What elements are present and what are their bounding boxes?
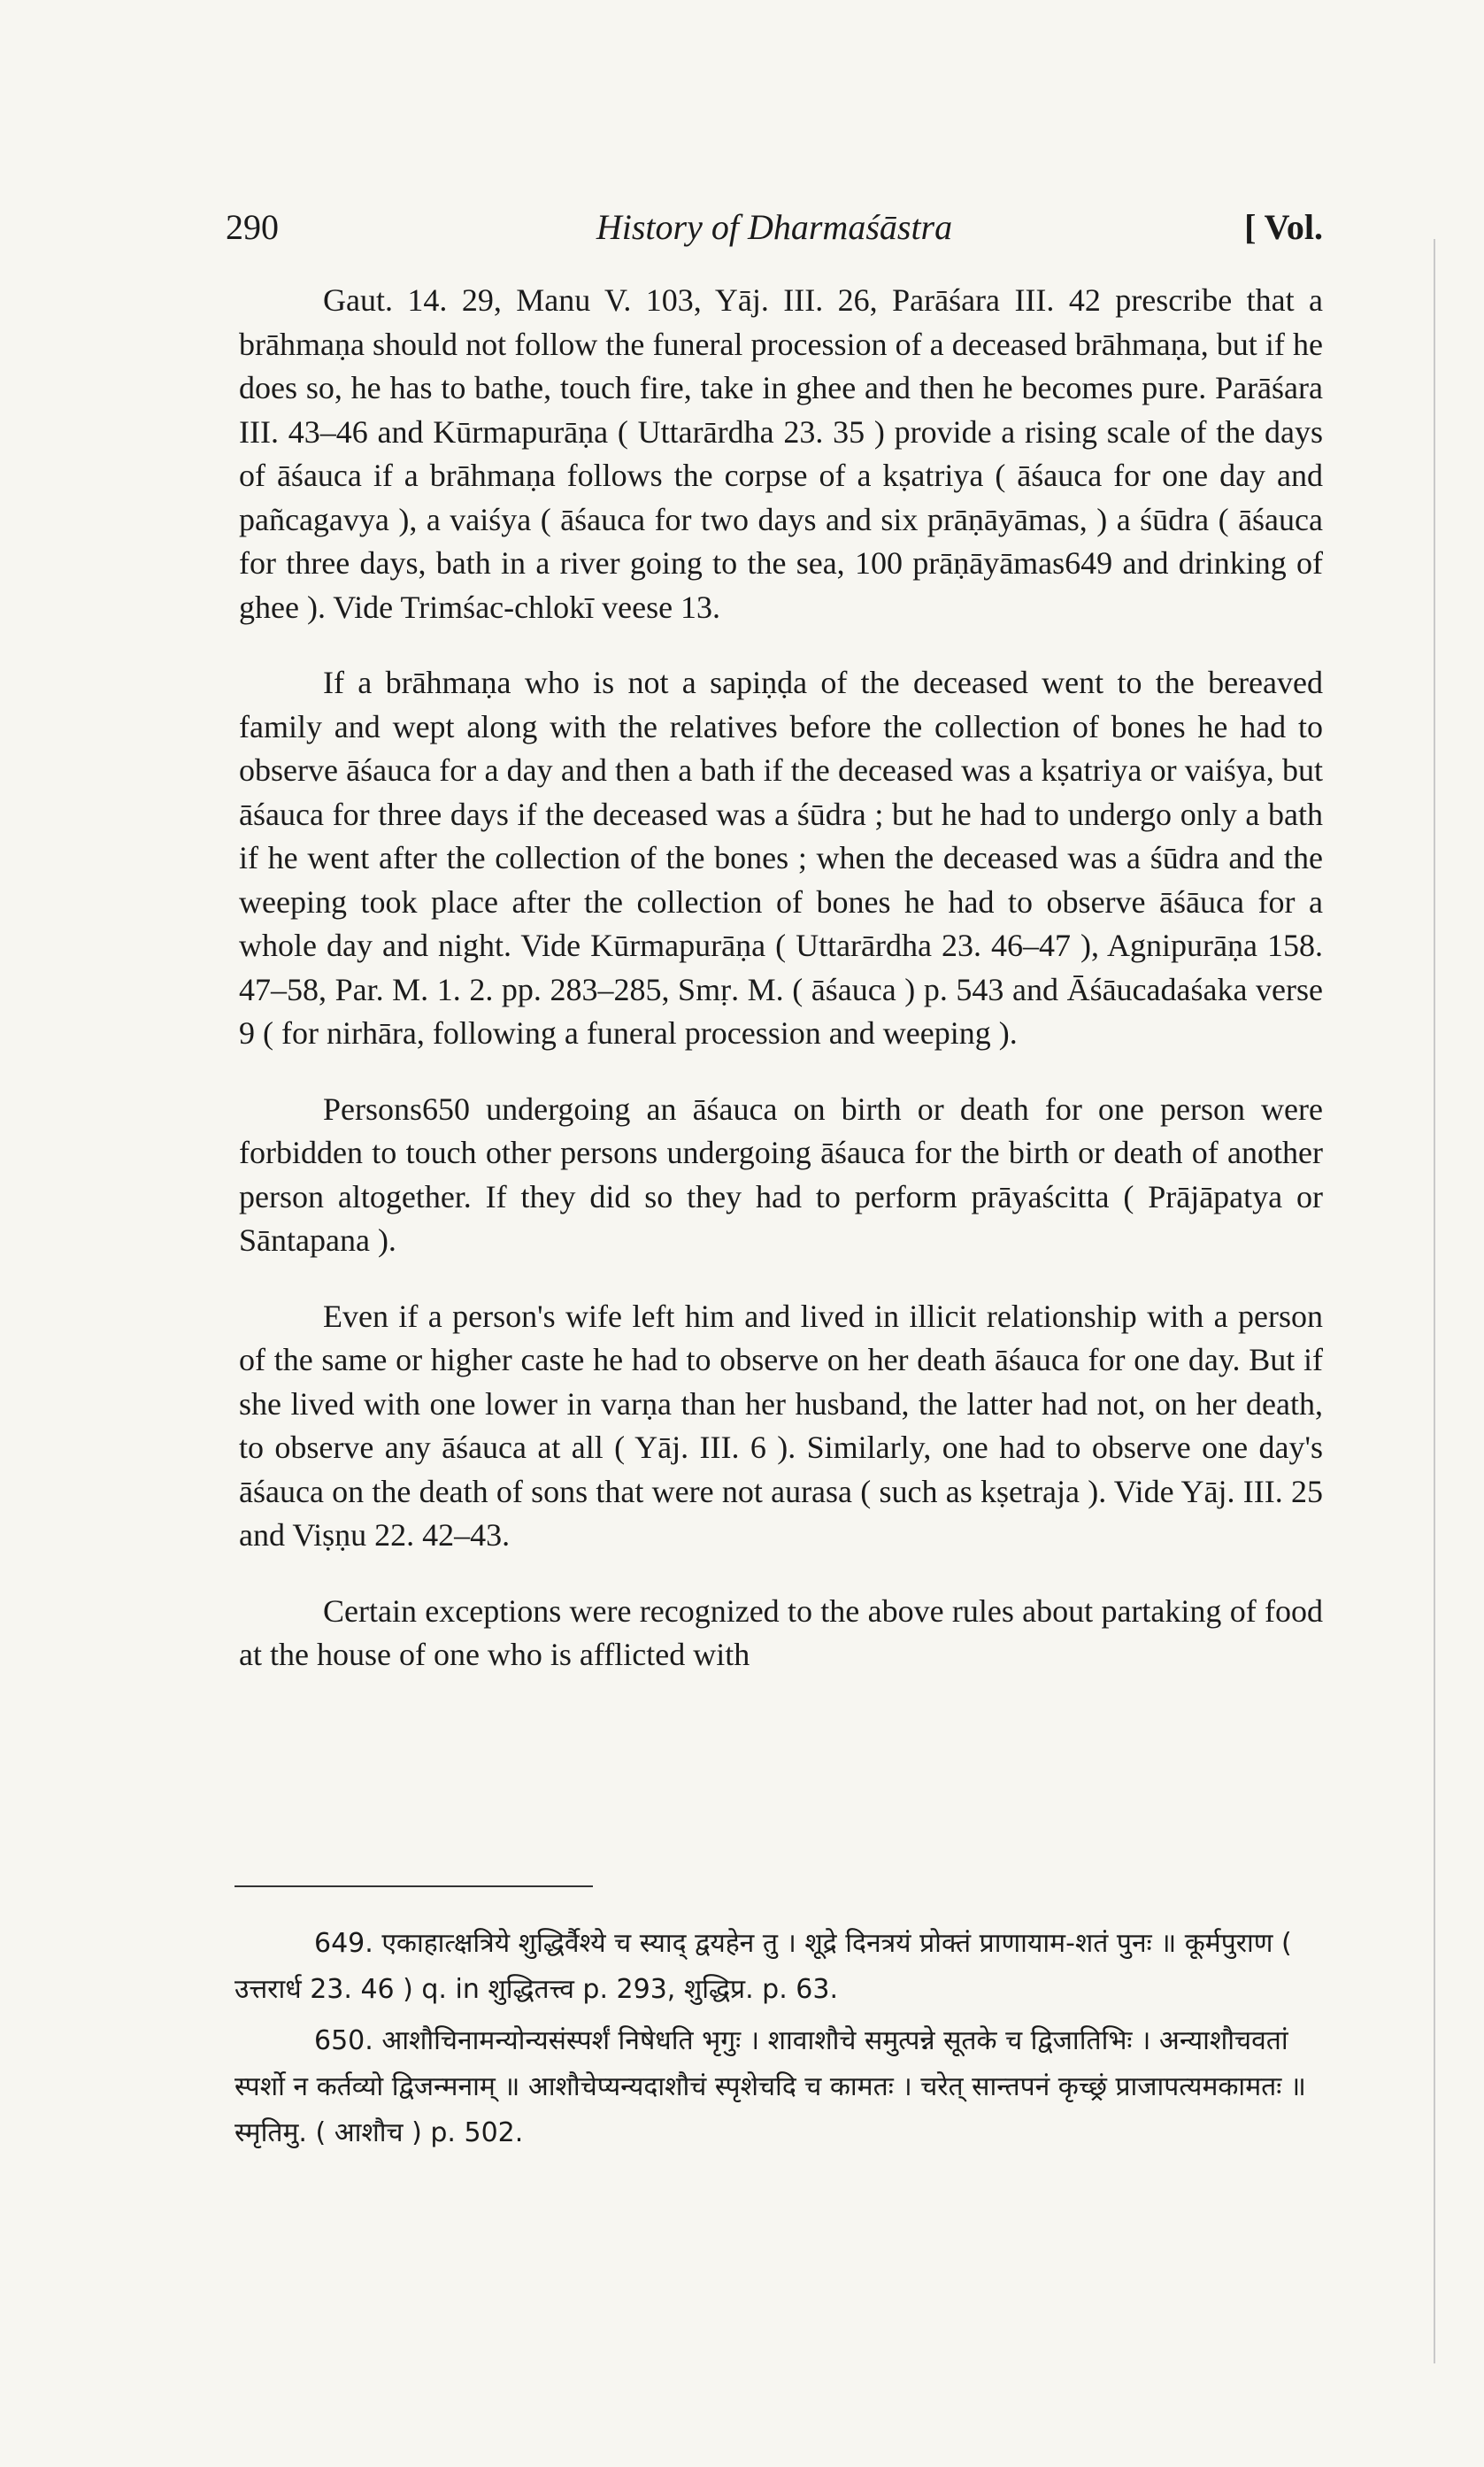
running-title: History of Dharmaśāstra [596,207,953,247]
paragraph: Certain exceptions were recognized to the above rules about partaking of food at the house of one who is afflicted with [239,1592,1323,1672]
paragraph: Even if a person's wife left him and lived in illicit relationship with a person of the same or higher caste he had to observe on her death āśauca for one day. But if she lived with one lower in varṇa than her husband, the latter had not, on her death, to observe any āśauca at all ( Yāj. III. 6 ). Similarly, one had to observe one day's āśauca on the death of sons that were not aurasa ( such as kṣetraja ). Vide Yāj. III. 25 and Viṣṇu 22. 42–43. [239,1298,1323,1553]
footnote-649: 649. एकाहात्क्षत्रिये शुद्धिर्वैश्ये च स्याद् द्वयहेन तु । शूद्रे दिनत्रयं प्रोक्तं प्राणायाम-शतं पुनः ॥ कूर्मपुराण ( उत्तरार्ध 23. 46 ) q. in शुद्धितत्त्व p. 293, शुद्धिप्र. p. 63. [235,1928,1292,2005]
paragraph: Gaut. 14. 29, Manu V. 103, Yāj. III. 26, Parāśara III. 42 prescribe that a brāhmaṇa should not follow the funeral procession of a deceased brāhmaṇa, but if he does so, he has to bathe, touch fire, take in ghee and then he becomes pure. Parāśara III. 43–46 and Kūrmapurāṇa ( Uttarārdha 23. 35 ) provide a rising scale of the days of āśauca if a brāhmaṇa follows the corpse of a kṣatriya ( āśauca for one day and pañcagavya ), a vaiśya ( āśauca for two days and six prāṇāyāmas, ) a śūdra ( āśauca for three days, bath in a river going to the sea, 100 prāṇāyāmas649 and drinking of ghee ). Vide Trimśac-chlokī veese 13. [239,282,1323,625]
page-header [226,206,1323,259]
paragraph: If a brāhmaṇa who is not a sapiṇḍa of the deceased went to the bereaved family and wept along with the relatives before the collection of bones he had to observe āśauca for a day and then a bath if the deceased was a kṣatriya or vaiśya, but āśauca for three days if the deceased was a śūdra ; but he had to undergo only a bath if he went after the collection of the bones ; when the deceased was a śūdra and the weeping took place after the collection of bones he had to observe āśāuca for a whole day and night. Vide Kūrmapurāṇa ( Uttarārdha 23. 46–47 ), Agnipurāṇa 158. 47–58, Par. M. 1. 2. pp. 283–285, Smṛ. M. ( āśauca ) p. 543 and Āśāucadaśaka verse 9 ( for nirhāra, following a funeral procession and weeping ). [239,665,1323,1051]
page-number: 290 [226,207,279,247]
volume-label: [ Vol. [1244,207,1323,247]
footnote-divider [235,1885,593,1887]
paragraph: Persons650 undergoing an āśauca on birth or death for one person were forbidden to touch other persons undergoing āśauca for the birth or death of another person altogether. If they did so they had to perform prāyaścitta ( Prājāpatya or Sāntapana ). [239,1091,1323,1258]
footnotes [235,1921,1323,2162]
body-text [239,279,1323,1709]
page-edge-line [1434,239,1435,2363]
footnote-650: 650. आशौचिनामन्योन्यसंस्पर्शं निषेधति भृगुः । शावाशौचे समुत्पन्ने सूतके च द्विजातिभिः । अन्याशौचवतां स्पर्शो न कर्तव्यो द्विजन्मनाम् ॥ आशौचेप्यन्यदाशौचं स्पृशेचदि च कामतः । चरेत् सान्तपनं कृच्छ्रं प्राजापत्यमकामतः ॥ स्मृतिमु. ( आशौच ) p. 502. [235,2025,1306,2148]
